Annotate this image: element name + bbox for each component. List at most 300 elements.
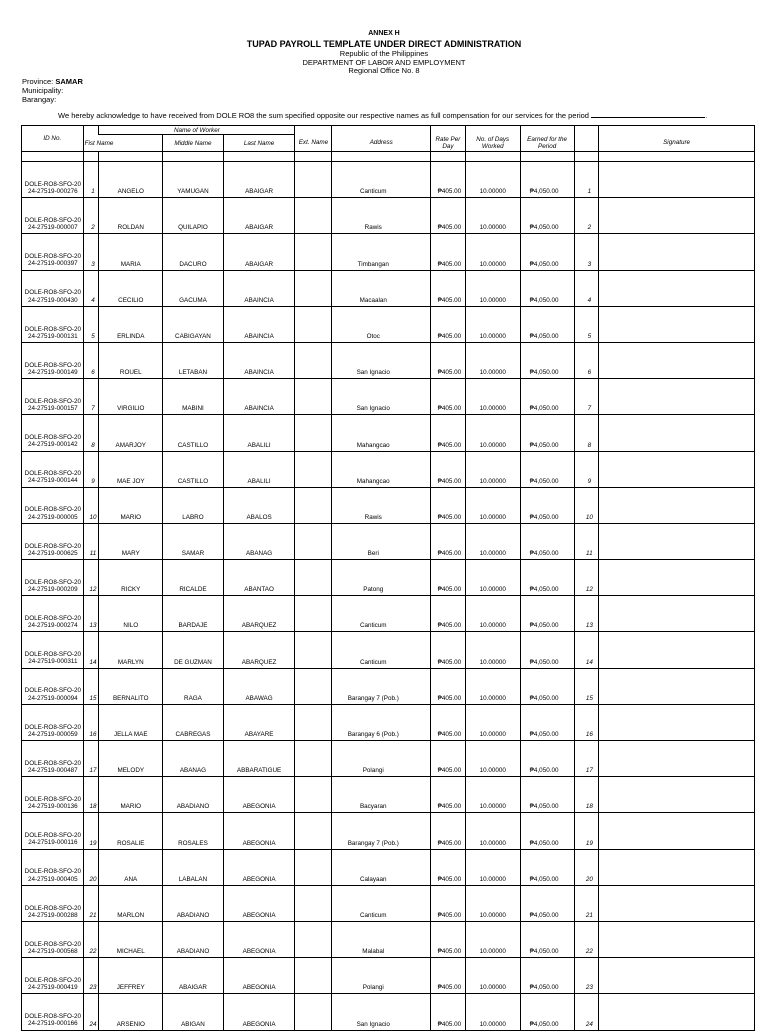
- table-cell-middle-name: LABRO: [163, 487, 224, 523]
- table-cell-id: DOLE-RO8-SFO-2024-27519-000116: [22, 813, 84, 849]
- table-cell-middle-name: YAMUGAN: [163, 162, 224, 198]
- col-first-name: Fist Name: [83, 135, 163, 152]
- table-cell-address: Polangi: [332, 741, 431, 777]
- table-cell-rate: ₱405.00: [431, 306, 466, 342]
- table-row: [22, 234, 755, 270]
- table-cell-address: Macaalan: [332, 270, 431, 306]
- table-cell-signature: [599, 342, 755, 378]
- table-cell-first-name: MARIO: [99, 777, 163, 813]
- table-cell-number: 18: [83, 777, 99, 813]
- province-label: Province:: [22, 77, 54, 86]
- table-cell-signature: [599, 306, 755, 342]
- municipality-label: Municipality:: [22, 86, 64, 95]
- col-days: No. of Days Worked: [465, 135, 520, 152]
- table-cell-last-name: ABAIGAR: [223, 198, 295, 234]
- table-row: [22, 921, 755, 957]
- table-row: [22, 885, 755, 921]
- table-cell-first-name: VIRGILIO: [99, 379, 163, 415]
- table-cell-number-2: 20: [574, 849, 599, 885]
- table-cell-first-name: ARSENIO: [99, 994, 163, 1030]
- table-cell-rate: ₱405.00: [431, 704, 466, 740]
- table-cell-ext-name: [295, 270, 332, 306]
- table-cell-ext-name: [295, 885, 332, 921]
- table-cell-earned: ₱4,050.00: [520, 487, 574, 523]
- table-cell-middle-name: LABALAN: [163, 849, 224, 885]
- acknowledgement-line: We hereby acknowledge to have received from DOLE RO8 the sum specified opposite our respective names as full compensation for our services for the period .: [58, 111, 708, 120]
- table-cell-ext-name: [295, 415, 332, 451]
- table-cell-last-name: ABALILI: [223, 451, 295, 487]
- table-cell-signature: [599, 632, 755, 668]
- table-row: [22, 379, 755, 415]
- col-middle-name: Middle Name: [163, 135, 224, 152]
- table-cell-last-name: ABANAG: [223, 523, 295, 559]
- table-body: [22, 152, 755, 1031]
- table-cell-middle-name: ABADIANO: [163, 777, 224, 813]
- table-cell-ext-name: [295, 234, 332, 270]
- table-cell-days: 10.00000: [465, 958, 520, 994]
- table-cell-first-name: CECILIO: [99, 270, 163, 306]
- table-cell-middle-name: SAMAR: [163, 523, 224, 559]
- table-cell-number-2: 22: [574, 921, 599, 957]
- table-cell-rate: ₱405.00: [431, 342, 466, 378]
- table-cell-ext-name: [295, 849, 332, 885]
- table-cell-signature: [599, 487, 755, 523]
- table-row: [22, 741, 755, 777]
- table-cell-id: DOLE-RO8-SFO-2024-27519-000144: [22, 451, 84, 487]
- table-cell-days: 10.00000: [465, 342, 520, 378]
- table-cell-first-name: ROSALIE: [99, 813, 163, 849]
- table-cell-signature: [599, 741, 755, 777]
- table-cell-days: 10.00000: [465, 306, 520, 342]
- table-cell-id: DOLE-RO8-SFO-2024-27519-000430: [22, 270, 84, 306]
- table-cell-ext-name: [295, 379, 332, 415]
- table-cell-number-2: 6: [574, 342, 599, 378]
- table-cell-rate: ₱405.00: [431, 596, 466, 632]
- table-row: [22, 306, 755, 342]
- table-cell-last-name: ABAINCIA: [223, 270, 295, 306]
- table-cell-number: 17: [83, 741, 99, 777]
- table-cell-first-name: MARLON: [99, 885, 163, 921]
- table-cell-number: 13: [83, 596, 99, 632]
- table-row: [22, 596, 755, 632]
- table-cell-address: Otoc: [332, 306, 431, 342]
- table-cell-ext-name: [295, 162, 332, 198]
- table-cell-signature: [599, 849, 755, 885]
- table-row: [22, 560, 755, 596]
- table-row: [22, 198, 755, 234]
- table-row: [22, 342, 755, 378]
- table-cell-id: DOLE-RO8-SFO-2024-27519-000625: [22, 523, 84, 559]
- table-cell-number-2: 18: [574, 777, 599, 813]
- table-cell-rate: ₱405.00: [431, 994, 466, 1030]
- table-row: [22, 523, 755, 559]
- table-cell-signature: [599, 270, 755, 306]
- table-cell-number: 2: [83, 198, 99, 234]
- table-cell-middle-name: CABIGAYAN: [163, 306, 224, 342]
- table-cell-address: Rawis: [332, 198, 431, 234]
- table-cell-ext-name: [295, 306, 332, 342]
- table-cell-last-name: ABALOS: [223, 487, 295, 523]
- header-line-2: DEPARTMENT OF LABOR AND EMPLOYMENT: [302, 57, 466, 67]
- table-cell-number-2: 7: [574, 379, 599, 415]
- table-cell-number-2: 3: [574, 234, 599, 270]
- table-cell-first-name: MICHAEL: [99, 921, 163, 957]
- table-cell-id: DOLE-RO8-SFO-2024-27519-000149: [22, 342, 84, 378]
- col-ext-name: Ext. Name: [295, 135, 332, 152]
- header-line-1: Republic of the Philippines: [339, 49, 429, 58]
- table-cell-address: Canticum: [332, 162, 431, 198]
- table-cell-ext-name: [295, 813, 332, 849]
- table-cell-last-name: ABBARATIGUE: [223, 741, 295, 777]
- table-cell-earned: ₱4,050.00: [520, 198, 574, 234]
- table-cell-ext-name: [295, 596, 332, 632]
- table-cell-id: DOLE-RO8-SFO-2024-27519-000276: [22, 162, 84, 198]
- table-cell-signature: [599, 451, 755, 487]
- table-cell-last-name: ABAYARE: [223, 704, 295, 740]
- table-cell-rate: ₱405.00: [431, 849, 466, 885]
- barangay-label: Barangay:: [22, 95, 57, 104]
- table-cell-rate: ₱405.00: [431, 632, 466, 668]
- table-cell-rate: ₱405.00: [431, 234, 466, 270]
- table-cell-address: Calayaan: [332, 849, 431, 885]
- table-row: [22, 632, 755, 668]
- col-signature: Signature: [599, 135, 755, 152]
- table-cell-days: 10.00000: [465, 451, 520, 487]
- table-cell-ext-name: [295, 451, 332, 487]
- table-cell-first-name: JELLA MAE: [99, 704, 163, 740]
- table-cell-last-name: ABAINCIA: [223, 306, 295, 342]
- table-cell-ext-name: [295, 198, 332, 234]
- table-cell-id: DOLE-RO8-SFO-2024-27519-000419: [22, 958, 84, 994]
- table-cell-ext-name: [295, 958, 332, 994]
- table-cell-number: 16: [83, 704, 99, 740]
- table-cell-middle-name: DACURO: [163, 234, 224, 270]
- table-cell-ext-name: [295, 560, 332, 596]
- table-header-row-2: [22, 135, 755, 152]
- table-cell-rate: ₱405.00: [431, 162, 466, 198]
- table-row: [22, 668, 755, 704]
- table-cell-middle-name: QUILAPIO: [163, 198, 224, 234]
- table-cell-first-name: MARIO: [99, 487, 163, 523]
- table-cell-number-2: 10: [574, 487, 599, 523]
- table-row: [22, 813, 755, 849]
- table-cell-address: Barangay 6 (Pob.): [332, 704, 431, 740]
- table-cell-number-2: 21: [574, 885, 599, 921]
- table-cell-id: DOLE-RO8-SFO-2024-27519-000094: [22, 668, 84, 704]
- table-cell-id: DOLE-RO8-SFO-2024-27519-000311: [22, 632, 84, 668]
- table-cell-address: San Ignacio: [332, 379, 431, 415]
- col-address: Address: [332, 135, 431, 152]
- table-cell-first-name: NILO: [99, 596, 163, 632]
- table-cell-signature: [599, 885, 755, 921]
- table-cell-id: DOLE-RO8-SFO-2024-27519-000059: [22, 704, 84, 740]
- table-row: [22, 704, 755, 740]
- table-cell-address: Canticum: [332, 596, 431, 632]
- table-cell-number: 9: [83, 451, 99, 487]
- table-cell-id: DOLE-RO8-SFO-2024-27519-000166: [22, 994, 84, 1030]
- table-cell-days: 10.00000: [465, 921, 520, 957]
- table-cell-days: 10.00000: [465, 813, 520, 849]
- table-cell-id: DOLE-RO8-SFO-2024-27519-000288: [22, 885, 84, 921]
- table-cell-first-name: RICKY: [99, 560, 163, 596]
- table-cell-earned: ₱4,050.00: [520, 668, 574, 704]
- table-cell-number: 21: [83, 885, 99, 921]
- table-cell-address: Barangay 7 (Pob.): [332, 813, 431, 849]
- table-cell-rate: ₱405.00: [431, 270, 466, 306]
- table-cell-days: 10.00000: [465, 994, 520, 1030]
- table-cell-signature: [599, 668, 755, 704]
- table-cell-last-name: ABAINCIA: [223, 379, 295, 415]
- table-cell-number: 10: [83, 487, 99, 523]
- table-cell-earned: ₱4,050.00: [520, 994, 574, 1030]
- table-cell-number-2: 4: [574, 270, 599, 306]
- table-cell-address: Patong: [332, 560, 431, 596]
- table-cell-days: 10.00000: [465, 198, 520, 234]
- table-cell-earned: ₱4,050.00: [520, 958, 574, 994]
- table-cell-number-2: 9: [574, 451, 599, 487]
- table-cell-earned: ₱4,050.00: [520, 704, 574, 740]
- col-earned: Earned for the Period: [520, 135, 574, 152]
- table-cell-rate: ₱405.00: [431, 813, 466, 849]
- table-cell-rate: ₱405.00: [431, 379, 466, 415]
- province-value: SAMAR: [55, 77, 83, 86]
- table-cell-days: 10.00000: [465, 596, 520, 632]
- table-cell-days: 10.00000: [465, 741, 520, 777]
- table-cell-days: 10.00000: [465, 487, 520, 523]
- table-cell-middle-name: ABANAG: [163, 741, 224, 777]
- table-cell-days: 10.00000: [465, 849, 520, 885]
- table-cell-id: DOLE-RO8-SFO-2024-27519-000487: [22, 741, 84, 777]
- table-cell-number-2: 14: [574, 632, 599, 668]
- table-cell-address: Timbangan: [332, 234, 431, 270]
- table-cell-ext-name: [295, 342, 332, 378]
- table-row: [22, 270, 755, 306]
- table-cell-days: 10.00000: [465, 632, 520, 668]
- table-cell-last-name: ABEGONIA: [223, 885, 295, 921]
- period-blank: [591, 110, 705, 118]
- table-cell-number-2: 19: [574, 813, 599, 849]
- col-num2: [574, 135, 599, 152]
- table-cell-middle-name: CASTILLO: [163, 415, 224, 451]
- table-cell-ext-name: [295, 994, 332, 1030]
- table-cell-number: 3: [83, 234, 99, 270]
- table-cell-number: 6: [83, 342, 99, 378]
- col-rate-top: [431, 126, 466, 135]
- table-cell-number-2: 16: [574, 704, 599, 740]
- table-cell-days: 10.00000: [465, 523, 520, 559]
- table-cell-signature: [599, 162, 755, 198]
- col-num-header: [83, 126, 99, 135]
- table-cell-middle-name: ABADIANO: [163, 885, 224, 921]
- table-cell-id: DOLE-RO8-SFO-2024-27519-000007: [22, 198, 84, 234]
- col-ext-top: [295, 126, 332, 135]
- table-cell-rate: ₱405.00: [431, 198, 466, 234]
- table-cell-address: Barangay 7 (Pob.): [332, 668, 431, 704]
- table-cell-signature: [599, 813, 755, 849]
- table-cell-signature: [599, 958, 755, 994]
- table-cell-signature: [599, 994, 755, 1030]
- table-cell-middle-name: ABAIGAR: [163, 958, 224, 994]
- table-cell-address: Canticum: [332, 885, 431, 921]
- table-cell-signature: [599, 704, 755, 740]
- table-cell-days: 10.00000: [465, 885, 520, 921]
- table-cell-first-name: ANGELO: [99, 162, 163, 198]
- table-cell-number-2: 23: [574, 958, 599, 994]
- table-cell-first-name: MARIA: [99, 234, 163, 270]
- table-cell-last-name: ABEGONIA: [223, 958, 295, 994]
- table-cell-number: 12: [83, 560, 99, 596]
- table-cell-first-name: MAE JOY: [99, 451, 163, 487]
- table-cell-number: 15: [83, 668, 99, 704]
- table-cell-first-name: MARLYN: [99, 632, 163, 668]
- table-cell-last-name: ABAWAG: [223, 668, 295, 704]
- table-cell-middle-name: GACUMA: [163, 270, 224, 306]
- table-cell-middle-name: MABINI: [163, 379, 224, 415]
- table-cell-middle-name: BARDAJE: [163, 596, 224, 632]
- table-cell-last-name: ABAIGAR: [223, 162, 295, 198]
- table-cell-earned: ₱4,050.00: [520, 162, 574, 198]
- table-cell-ext-name: [295, 632, 332, 668]
- table-cell-number: 23: [83, 958, 99, 994]
- table-row: [22, 415, 755, 451]
- table-cell-first-name: BERNALITO: [99, 668, 163, 704]
- table-cell-days: 10.00000: [465, 415, 520, 451]
- table-cell-earned: ₱4,050.00: [520, 270, 574, 306]
- table-cell-earned: ₱4,050.00: [520, 596, 574, 632]
- table-cell-address: Polangi: [332, 958, 431, 994]
- annex-label: ANNEX H: [368, 30, 400, 37]
- col-last-name: Last Name: [223, 135, 295, 152]
- table-header-row-1: [22, 126, 755, 135]
- table-cell-earned: ₱4,050.00: [520, 632, 574, 668]
- table-cell-earned: ₱4,050.00: [520, 777, 574, 813]
- table-cell-rate: ₱405.00: [431, 415, 466, 451]
- table-cell-days: 10.00000: [465, 270, 520, 306]
- table-cell-middle-name: ABIGAN: [163, 994, 224, 1030]
- table-row: [22, 162, 755, 198]
- table-cell-id: DOLE-RO8-SFO-2024-27519-000131: [22, 306, 84, 342]
- table-cell-id: DOLE-RO8-SFO-2024-27519-000274: [22, 596, 84, 632]
- table-cell-rate: ₱405.00: [431, 560, 466, 596]
- table-cell-signature: [599, 523, 755, 559]
- table-cell-signature: [599, 379, 755, 415]
- table-cell-rate: ₱405.00: [431, 885, 466, 921]
- document-header: [0, 30, 768, 76]
- table-cell-ext-name: [295, 921, 332, 957]
- table-cell-ext-name: [295, 668, 332, 704]
- col-days-top: [465, 126, 520, 135]
- table-cell-number: 24: [83, 994, 99, 1030]
- table-cell-number: 20: [83, 849, 99, 885]
- table-cell-days: 10.00000: [465, 668, 520, 704]
- table-cell-last-name: ABARQUEZ: [223, 632, 295, 668]
- table-cell-number: 14: [83, 632, 99, 668]
- table-cell-address: Mahangcao: [332, 451, 431, 487]
- table-cell-id: DOLE-RO8-SFO-2024-27519-000142: [22, 415, 84, 451]
- spacer-row: [22, 152, 755, 162]
- table-cell-signature: [599, 560, 755, 596]
- table-cell-address: Mahangcao: [332, 415, 431, 451]
- table-cell-number-2: 17: [574, 741, 599, 777]
- table-cell-earned: ₱4,050.00: [520, 885, 574, 921]
- table-cell-last-name: ABEGONIA: [223, 777, 295, 813]
- col-num2-top: [574, 126, 599, 135]
- table-cell-number: 7: [83, 379, 99, 415]
- table-cell-middle-name: RICALDE: [163, 560, 224, 596]
- table-cell-address: Malabal: [332, 921, 431, 957]
- table-cell-rate: ₱405.00: [431, 741, 466, 777]
- table-cell-days: 10.00000: [465, 379, 520, 415]
- table-cell-middle-name: ABADIANO: [163, 921, 224, 957]
- table-cell-id: DOLE-RO8-SFO-2024-27519-000005: [22, 487, 84, 523]
- table-row: [22, 487, 755, 523]
- table-cell-rate: ₱405.00: [431, 451, 466, 487]
- table-cell-last-name: ABARQUEZ: [223, 596, 295, 632]
- document-title: TUPAD PAYROLL TEMPLATE UNDER DIRECT ADMINISTRATION: [246, 39, 522, 49]
- table-cell-earned: ₱4,050.00: [520, 379, 574, 415]
- table-cell-ext-name: [295, 523, 332, 559]
- table-cell-rate: ₱405.00: [431, 487, 466, 523]
- table-cell-middle-name: RAGA: [163, 668, 224, 704]
- table-cell-rate: ₱405.00: [431, 777, 466, 813]
- table-cell-last-name: ABALILI: [223, 415, 295, 451]
- table-cell-earned: ₱4,050.00: [520, 921, 574, 957]
- location-info: [22, 77, 83, 104]
- table-cell-days: 10.00000: [465, 234, 520, 270]
- table-cell-middle-name: CASTILLO: [163, 451, 224, 487]
- table-cell-days: 10.00000: [465, 704, 520, 740]
- table-cell-middle-name: ROSALES: [163, 813, 224, 849]
- table-row: [22, 994, 755, 1030]
- col-address-top: [332, 126, 431, 135]
- table-cell-rate: ₱405.00: [431, 921, 466, 957]
- table-cell-id: DOLE-RO8-SFO-2024-27519-000209: [22, 560, 84, 596]
- table-cell-number-2: 15: [574, 668, 599, 704]
- table-row: [22, 849, 755, 885]
- table-cell-id: DOLE-RO8-SFO-2024-27519-000136: [22, 777, 84, 813]
- table-cell-first-name: MARY: [99, 523, 163, 559]
- table-cell-days: 10.00000: [465, 777, 520, 813]
- table-cell-id: DOLE-RO8-SFO-2024-27519-000397: [22, 234, 84, 270]
- table-cell-earned: ₱4,050.00: [520, 415, 574, 451]
- table-cell-earned: ₱4,050.00: [520, 234, 574, 270]
- table-cell-days: 10.00000: [465, 162, 520, 198]
- table-cell-address: San Ignacio: [332, 994, 431, 1030]
- table-cell-first-name: ROLDAN: [99, 198, 163, 234]
- table-cell-first-name: AMARJOY: [99, 415, 163, 451]
- table-cell-address: San Ignacio: [332, 342, 431, 378]
- table-cell-middle-name: LETABAN: [163, 342, 224, 378]
- table-cell-address: Beri: [332, 523, 431, 559]
- table-cell-number-2: 8: [574, 415, 599, 451]
- table-row: [22, 958, 755, 994]
- header-line-3: Regional Office No. 8: [348, 66, 420, 75]
- table-cell-address: Canticum: [332, 632, 431, 668]
- table-cell-earned: ₱4,050.00: [520, 741, 574, 777]
- table-cell-earned: ₱4,050.00: [520, 306, 574, 342]
- table-cell-signature: [599, 921, 755, 957]
- table-cell-number: 1: [83, 162, 99, 198]
- table-cell-first-name: ROUEL: [99, 342, 163, 378]
- table-cell-number-2: 2: [574, 198, 599, 234]
- table-cell-address: Bacyaran: [332, 777, 431, 813]
- table-cell-middle-name: DE GUZMAN: [163, 632, 224, 668]
- table-cell-earned: ₱4,050.00: [520, 849, 574, 885]
- table-cell-earned: ₱4,050.00: [520, 560, 574, 596]
- name-of-worker-header: Name of Worker: [99, 126, 295, 135]
- table-cell-last-name: ABAIGAR: [223, 234, 295, 270]
- table-cell-last-name: ABEGONIA: [223, 994, 295, 1030]
